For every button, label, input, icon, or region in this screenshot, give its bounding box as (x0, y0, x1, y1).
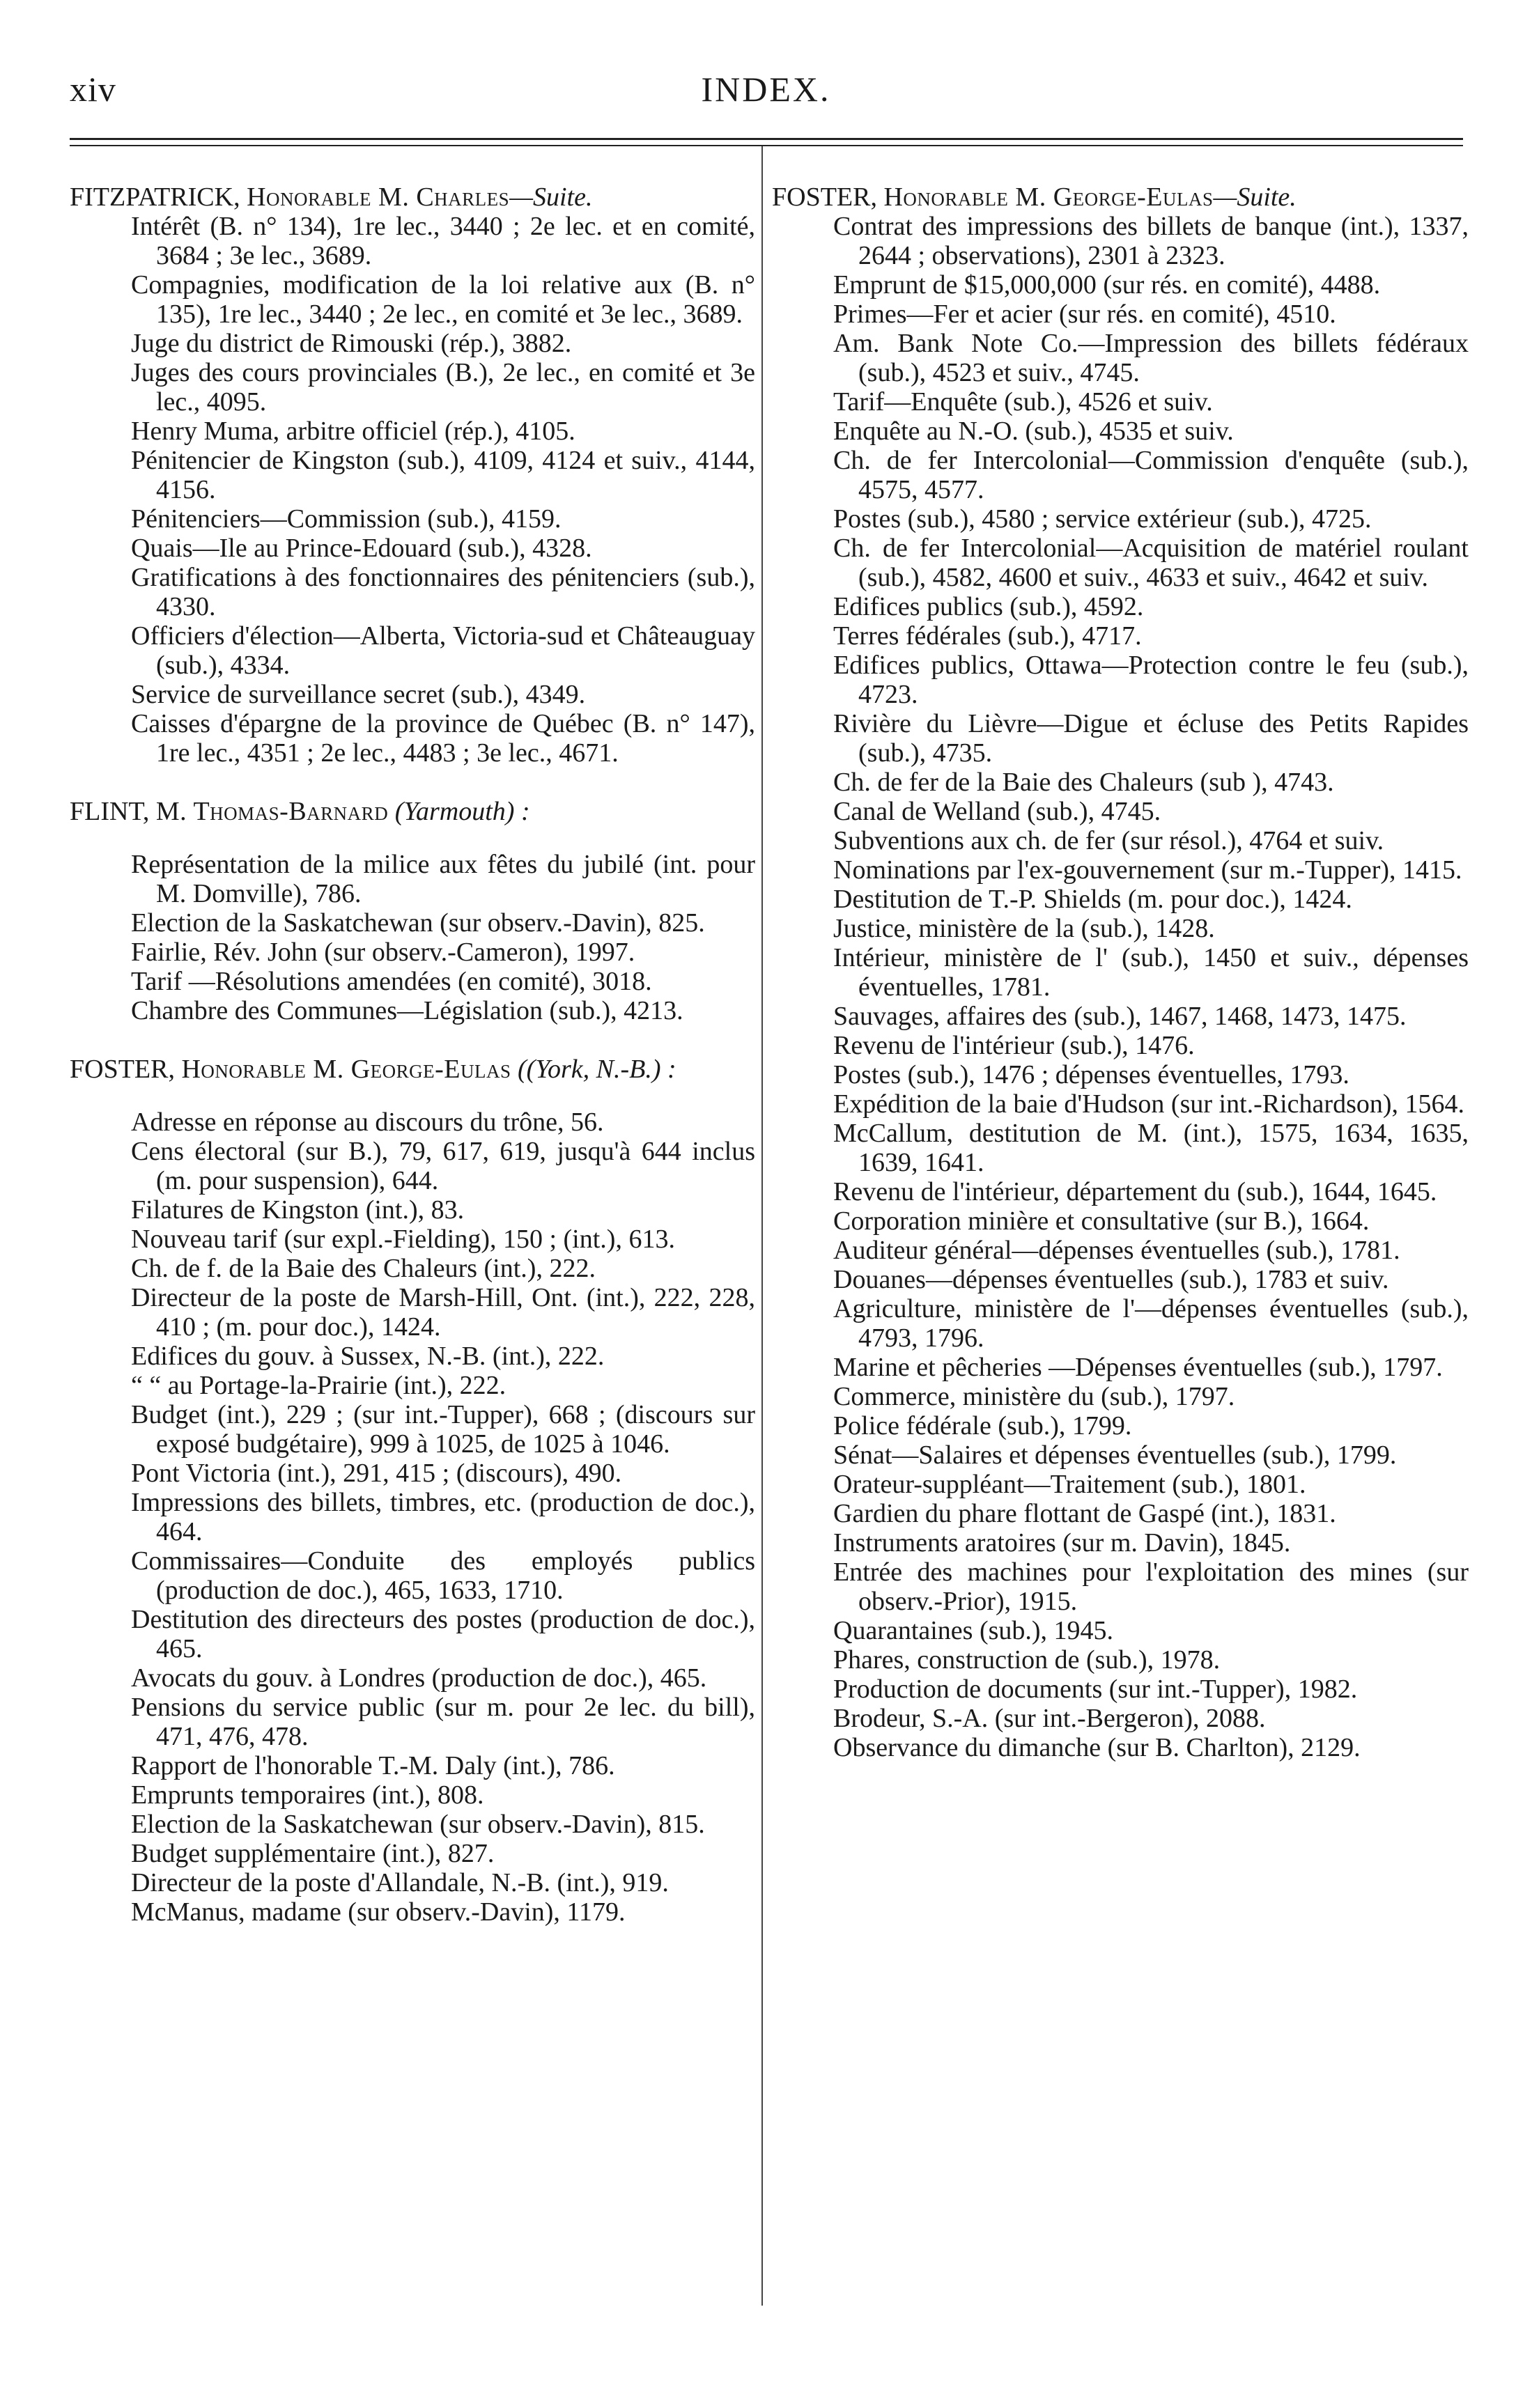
list-item: Revenu de l'intérieur, département du (sub.), 1644, 1645. (833, 1177, 1437, 1206)
index-entry (70, 1055, 755, 1927)
list-item: Pensions du service public (sur m. pour 2e lec. du bill), 471, 476, 478. (131, 1693, 755, 1751)
list-item: Filatures de Kingston (int.), 83. (131, 1195, 465, 1225)
entry-honorific: Honorable M. George-Eulas (883, 182, 1214, 212)
list-item: Nominations par l'ex-gouvernement (sur m.-Tupper), 1415. (833, 855, 1462, 885)
list-item: Intérêt (B. n° 134), 1re lec., 3440 ; 2e lec. et en comité, 3684 ; 3e lec., 3689. (131, 212, 755, 270)
header-rule-top (70, 138, 1463, 140)
list-item: Rivière du Lièvre—Digue et écluse des Petits Rapides (sub.), 4735. (833, 709, 1469, 768)
list-item: Service de surveillance secret (sub.), 4349. (131, 680, 586, 709)
entry-suffix: —Suite. (1213, 182, 1297, 212)
list-item: Juges des cours provinciales (B.), 2e lec., en comité et 3e lec., 4095. (131, 358, 755, 417)
list-item: Subventions aux ch. de fer (sur résol.), 4764 et suiv. (833, 826, 1384, 855)
entry-items (70, 212, 755, 768)
list-item: Entrée des machines pour l'exploitation des mines (sur observ.-Prior), 1915. (833, 1558, 1469, 1616)
list-item: Pénitencier de Kingston (sub.), 4109, 4124 et suiv., 4144, 4156. (131, 446, 755, 504)
list-item: Budget (int.), 229 ; (sur int.-Tupper), 668 ; (discours sur exposé budgétaire), 999 à 1025, de 1025 à 1046. (131, 1400, 755, 1459)
list-item: Agriculture, ministère de l'—dépenses éventuelles (sub.), 4793, 1796. (833, 1294, 1469, 1353)
list-item: Marine et pêcheries —Dépenses éventuelles (sub.), 1797. (833, 1353, 1443, 1382)
list-item: Sauvages, affaires des (sub.), 1467, 1468, 1473, 1475. (833, 1002, 1407, 1031)
list-item: Ch. de fer Intercolonial—Acquisition de matériel roulant (sub.), 4582, 4600 et suiv., 4633 et suiv., 4642 et suiv. (833, 534, 1469, 592)
list-item: Impressions des billets, timbres, etc. (production de doc.), 464. (131, 1488, 755, 1546)
list-item: Emprunts temporaires (int.), 808. (131, 1780, 484, 1810)
page-title: INDEX. (701, 70, 831, 109)
list-item: Edifices publics, Ottawa—Protection contre le feu (sub.), 4723. (833, 651, 1469, 709)
list-item: Phares, construction de (sub.), 1978. (833, 1645, 1221, 1675)
list-item: Police fédérale (sub.), 1799. (833, 1411, 1132, 1440)
list-item: Commissaires—Conduite des employés publics (production de doc.), 465, 1633, 1710. (131, 1546, 755, 1605)
entry-items (70, 850, 755, 1025)
list-item: Corporation minière et consultative (sur B.), 1664. (833, 1206, 1370, 1236)
list-item: Représentation de la milice aux fêtes du jubilé (int. pour M. Domville), 786. (131, 850, 755, 908)
entry-heading (70, 797, 755, 826)
entry-honorific: Honorable M. Charles (247, 182, 510, 212)
list-item: Rapport de l'honorable T.-M. Daly (int.), 786. (131, 1751, 615, 1780)
entry-name: FLINT, (70, 797, 150, 826)
list-item: Quais—Ile au Prince-Edouard (sub.), 4328. (131, 534, 592, 563)
entry-suffix: ((York, N.-B.) : (511, 1055, 676, 1084)
list-item: Adresse en réponse au discours du trône, 56. (131, 1108, 604, 1137)
entry-honorific: M. Thomas-Barnard (155, 797, 389, 826)
list-item: Observance du dimanche (sur B. Charlton), 2129. (833, 1733, 1361, 1762)
page-number: xiv (70, 70, 116, 109)
list-item: Sénat—Salaires et dépenses éventuelles (sub.), 1799. (833, 1440, 1397, 1470)
list-item: Auditeur général—dépenses éventuelles (sub.), 1781. (833, 1236, 1400, 1265)
list-item: Commerce, ministère du (sub.), 1797. (833, 1382, 1235, 1411)
entry-heading (70, 182, 755, 212)
index-entry (70, 797, 755, 1025)
list-item: Tarif —Résolutions amendées (en comité), 3018. (131, 967, 652, 996)
entry-items (70, 1108, 755, 1927)
list-item: Gratifications à des fonctionnaires des pénitenciers (sub.), 4330. (131, 563, 755, 621)
list-item: Directeur de la poste de Marsh-Hill, Ont. (int.), 222, 228, 410 ; (m. pour doc.), 1424. (131, 1283, 755, 1342)
entry-items (772, 212, 1469, 1762)
list-item: Juge du district de Rimouski (rép.), 3882. (131, 329, 572, 358)
list-item: Chambre des Communes—Législation (sub.), 4213. (131, 996, 683, 1025)
list-item: Tarif—Enquête (sub.), 4526 et suiv. (833, 387, 1213, 417)
list-item: Officiers d'élection—Alberta, Victoria-sud et Châteauguay (sub.), 4334. (131, 621, 755, 680)
left-column (70, 182, 755, 1927)
list-item: Gardien du phare flottant de Gaspé (int.), 1831. (833, 1499, 1336, 1528)
list-item: Pénitenciers—Commission (sub.), 4159. (131, 504, 562, 534)
list-item: Contrat des impressions des billets de banque (int.), 1337, 2644 ; observations), 2301 à 2323. (833, 212, 1469, 270)
list-item: Nouveau tarif (sur expl.-Fielding), 150 ; (int.), 613. (131, 1225, 675, 1254)
list-item: Emprunt de $15,000,000 (sur rés. en comité), 4488. (833, 270, 1381, 300)
entry-heading (70, 1055, 755, 1084)
list-item: Ch. de fer de la Baie des Chaleurs (sub ), 4743. (833, 768, 1334, 797)
list-item: Postes (sub.), 1476 ; dépenses éventuelles, 1793. (833, 1060, 1349, 1089)
list-item: Quarantaines (sub.), 1945. (833, 1616, 1114, 1645)
list-item: Caisses d'épargne de la province de Québec (B. n° 147), 1re lec., 4351 ; 2e lec., 4483 ; 3e lec., 4671. (131, 709, 755, 768)
entry-honorific: Honorable M. George-Eulas (181, 1055, 511, 1084)
list-item: Am. Bank Note Co.—Impression des billets fédéraux (sub.), 4523 et suiv., 4745. (833, 329, 1469, 387)
list-item: Election de la Saskatchewan (sur observ.-Davin), 825. (131, 908, 705, 938)
list-item: Canal de Welland (sub.), 4745. (833, 797, 1161, 826)
list-item: Instruments aratoires (sur m. Davin), 1845. (833, 1528, 1291, 1558)
running-header (0, 28, 1532, 125)
list-item: Brodeur, S.-A. (sur int.-Bergeron), 2088. (833, 1704, 1266, 1733)
list-item: Election de la Saskatchewan (sur observ.-Davin), 815. (131, 1810, 705, 1839)
list-item: Justice, ministère de la (sub.), 1428. (833, 914, 1215, 943)
list-item: McManus, madame (sur observ.-Davin), 1179. (131, 1897, 626, 1927)
list-item: Revenu de l'intérieur (sub.), 1476. (833, 1031, 1195, 1060)
list-item: Fairlie, Rév. John (sur observ.-Cameron), 1997. (131, 938, 635, 967)
list-item: Edifices publics (sub.), 4592. (833, 592, 1144, 621)
list-item: Ch. de fer Intercolonial—Commission d'enquête (sub.), 4575, 4577. (833, 446, 1469, 504)
entry-heading (772, 182, 1469, 212)
entry-name: FOSTER, (772, 182, 877, 212)
list-item: Orateur-suppléant—Traitement (sub.), 1801. (833, 1470, 1306, 1499)
entry-name: FOSTER, (70, 1055, 175, 1084)
column-divider (761, 146, 763, 2306)
list-item: Douanes—dépenses éventuelles (sub.), 1783 et suiv. (833, 1265, 1389, 1294)
list-item: Avocats du gouv. à Londres (production de doc.), 465. (131, 1663, 707, 1693)
list-item: Production de documents (sur int.-Tupper), 1982. (833, 1675, 1358, 1704)
index-entry (70, 182, 755, 768)
list-item: Destitution des directeurs des postes (production de doc.), 465. (131, 1605, 755, 1663)
list-item: Edifices du gouv. à Sussex, N.-B. (int.), 222. (131, 1342, 605, 1371)
entry-suffix: —Suite. (509, 182, 593, 212)
list-item: Cens électoral (sur B.), 79, 617, 619, jusqu'à 644 inclus (m. pour suspension), 644. (131, 1137, 755, 1195)
list-item: Expédition de la baie d'Hudson (sur int.-Richardson), 1564. (833, 1089, 1465, 1119)
list-item: Henry Muma, arbitre officiel (rép.), 4105. (131, 417, 575, 446)
list-item: Destitution de T.-P. Shields (m. pour doc.), 1424. (833, 885, 1352, 914)
list-item: Directeur de la poste d'Allandale, N.-B. (int.), 919. (131, 1868, 669, 1897)
list-item: Primes—Fer et acier (sur rés. en comité), 4510. (833, 300, 1336, 329)
entry-suffix: (Yarmouth) : (388, 797, 530, 826)
list-item: Pont Victoria (int.), 291, 415 ; (discours), 490. (131, 1459, 622, 1488)
list-item: Intérieur, ministère de l' (sub.), 1450 et suiv., dépenses éventuelles, 1781. (833, 943, 1469, 1002)
list-item: Enquête au N.-O. (sub.), 4535 et suiv. (833, 417, 1234, 446)
index-entry (772, 182, 1469, 1762)
entry-name: FITZPATRICK, (70, 182, 240, 212)
list-item: Ch. de f. de la Baie des Chaleurs (int.), 222. (131, 1254, 596, 1283)
list-item: McCallum, destitution de M. (int.), 1575, 1634, 1635, 1639, 1641. (833, 1119, 1469, 1177)
list-item: Terres fédérales (sub.), 4717. (833, 621, 1142, 651)
right-column (772, 182, 1469, 1762)
list-item: Budget supplémentaire (int.), 827. (131, 1839, 495, 1868)
list-item: Compagnies, modification de la loi relative aux (B. n° 135), 1re lec., 3440 ; 2e lec., en comité et 3e lec., 3689. (131, 270, 755, 329)
list-item: “ “ au Portage-la-Prairie (int.), 222. (131, 1371, 506, 1400)
list-item: Postes (sub.), 4580 ; service extérieur (sub.), 4725. (833, 504, 1372, 534)
header-rule-bottom (70, 145, 1463, 146)
